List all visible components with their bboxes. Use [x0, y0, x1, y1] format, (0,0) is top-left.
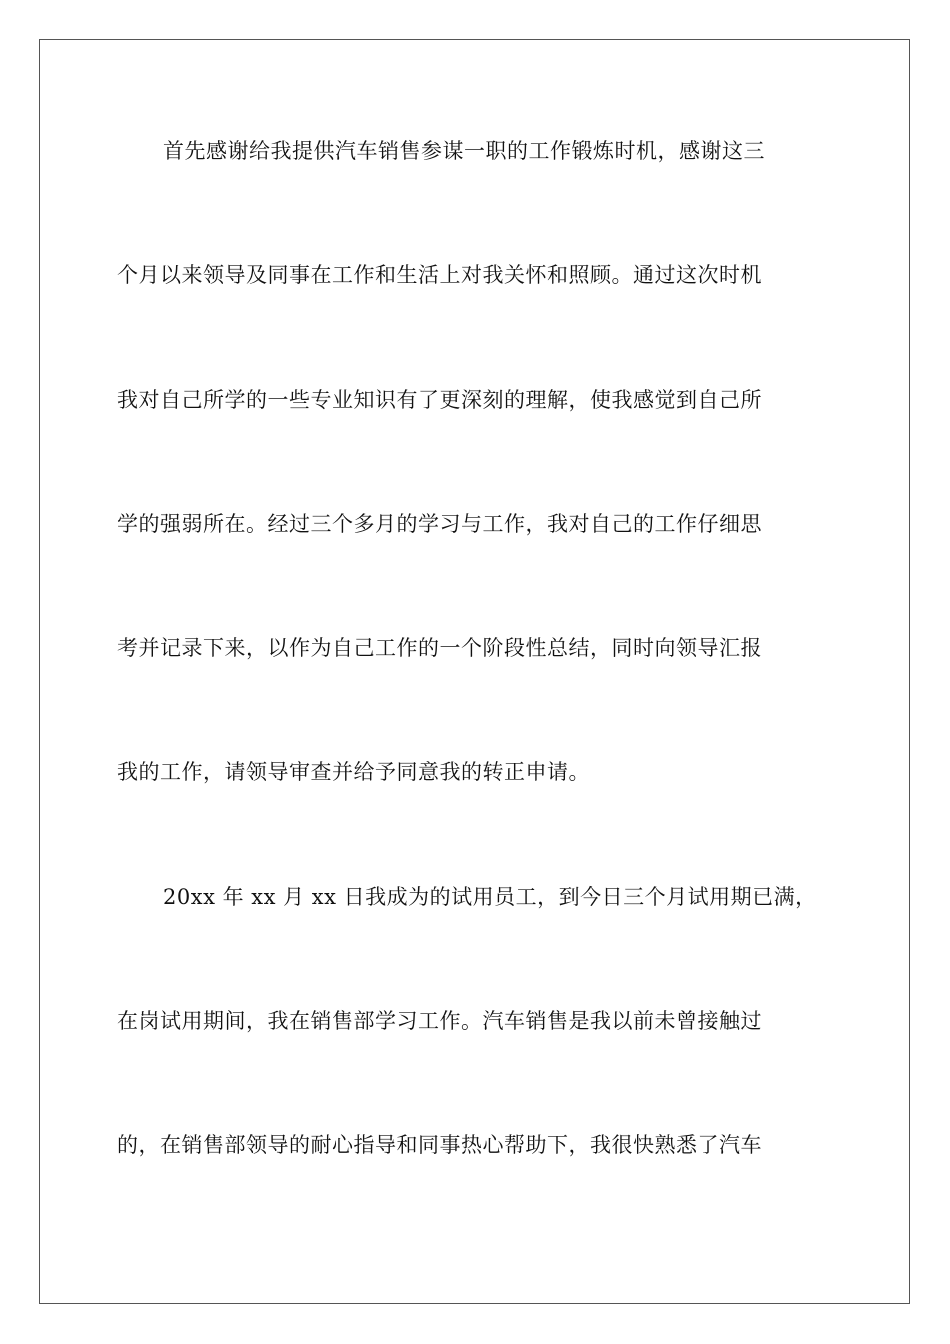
paragraph-2-line-2: 在岗试用期间，我在销售部学习工作。汽车销售是我以前未曾接触过 [117, 1009, 762, 1033]
paragraph-1-line-2: 个月以来领导及同事在工作和生活上对我关怀和照顾。通过这次时机 [117, 263, 762, 287]
paragraph-1-line-4: 学的强弱所在。经过三个多月的学习与工作，我对自己的工作仔细思 [117, 512, 762, 536]
paragraph-1-line-1: 首先感谢给我提供汽车销售参谋一职的工作锻炼时机，感谢这三 [163, 139, 765, 163]
page-frame [39, 39, 910, 1304]
paragraph-1-line-6: 我的工作，请领导审查并给予同意我的转正申请。 [117, 760, 590, 784]
paragraph-2-line-3: 的，在销售部领导的耐心指导和同事热心帮助下，我很快熟悉了汽车 [117, 1133, 762, 1157]
paragraph-2-line-1: 20xx 年 xx 月 xx 日我成为的试用员工，到今日三个月试用期已满， [163, 885, 817, 909]
paragraph-1-line-3: 我对自己所学的一些专业知识有了更深刻的理解，使我感觉到自己所 [117, 388, 762, 412]
paragraph-1-line-5: 考并记录下来，以作为自己工作的一个阶段性总结，同时向领导汇报 [117, 636, 762, 660]
